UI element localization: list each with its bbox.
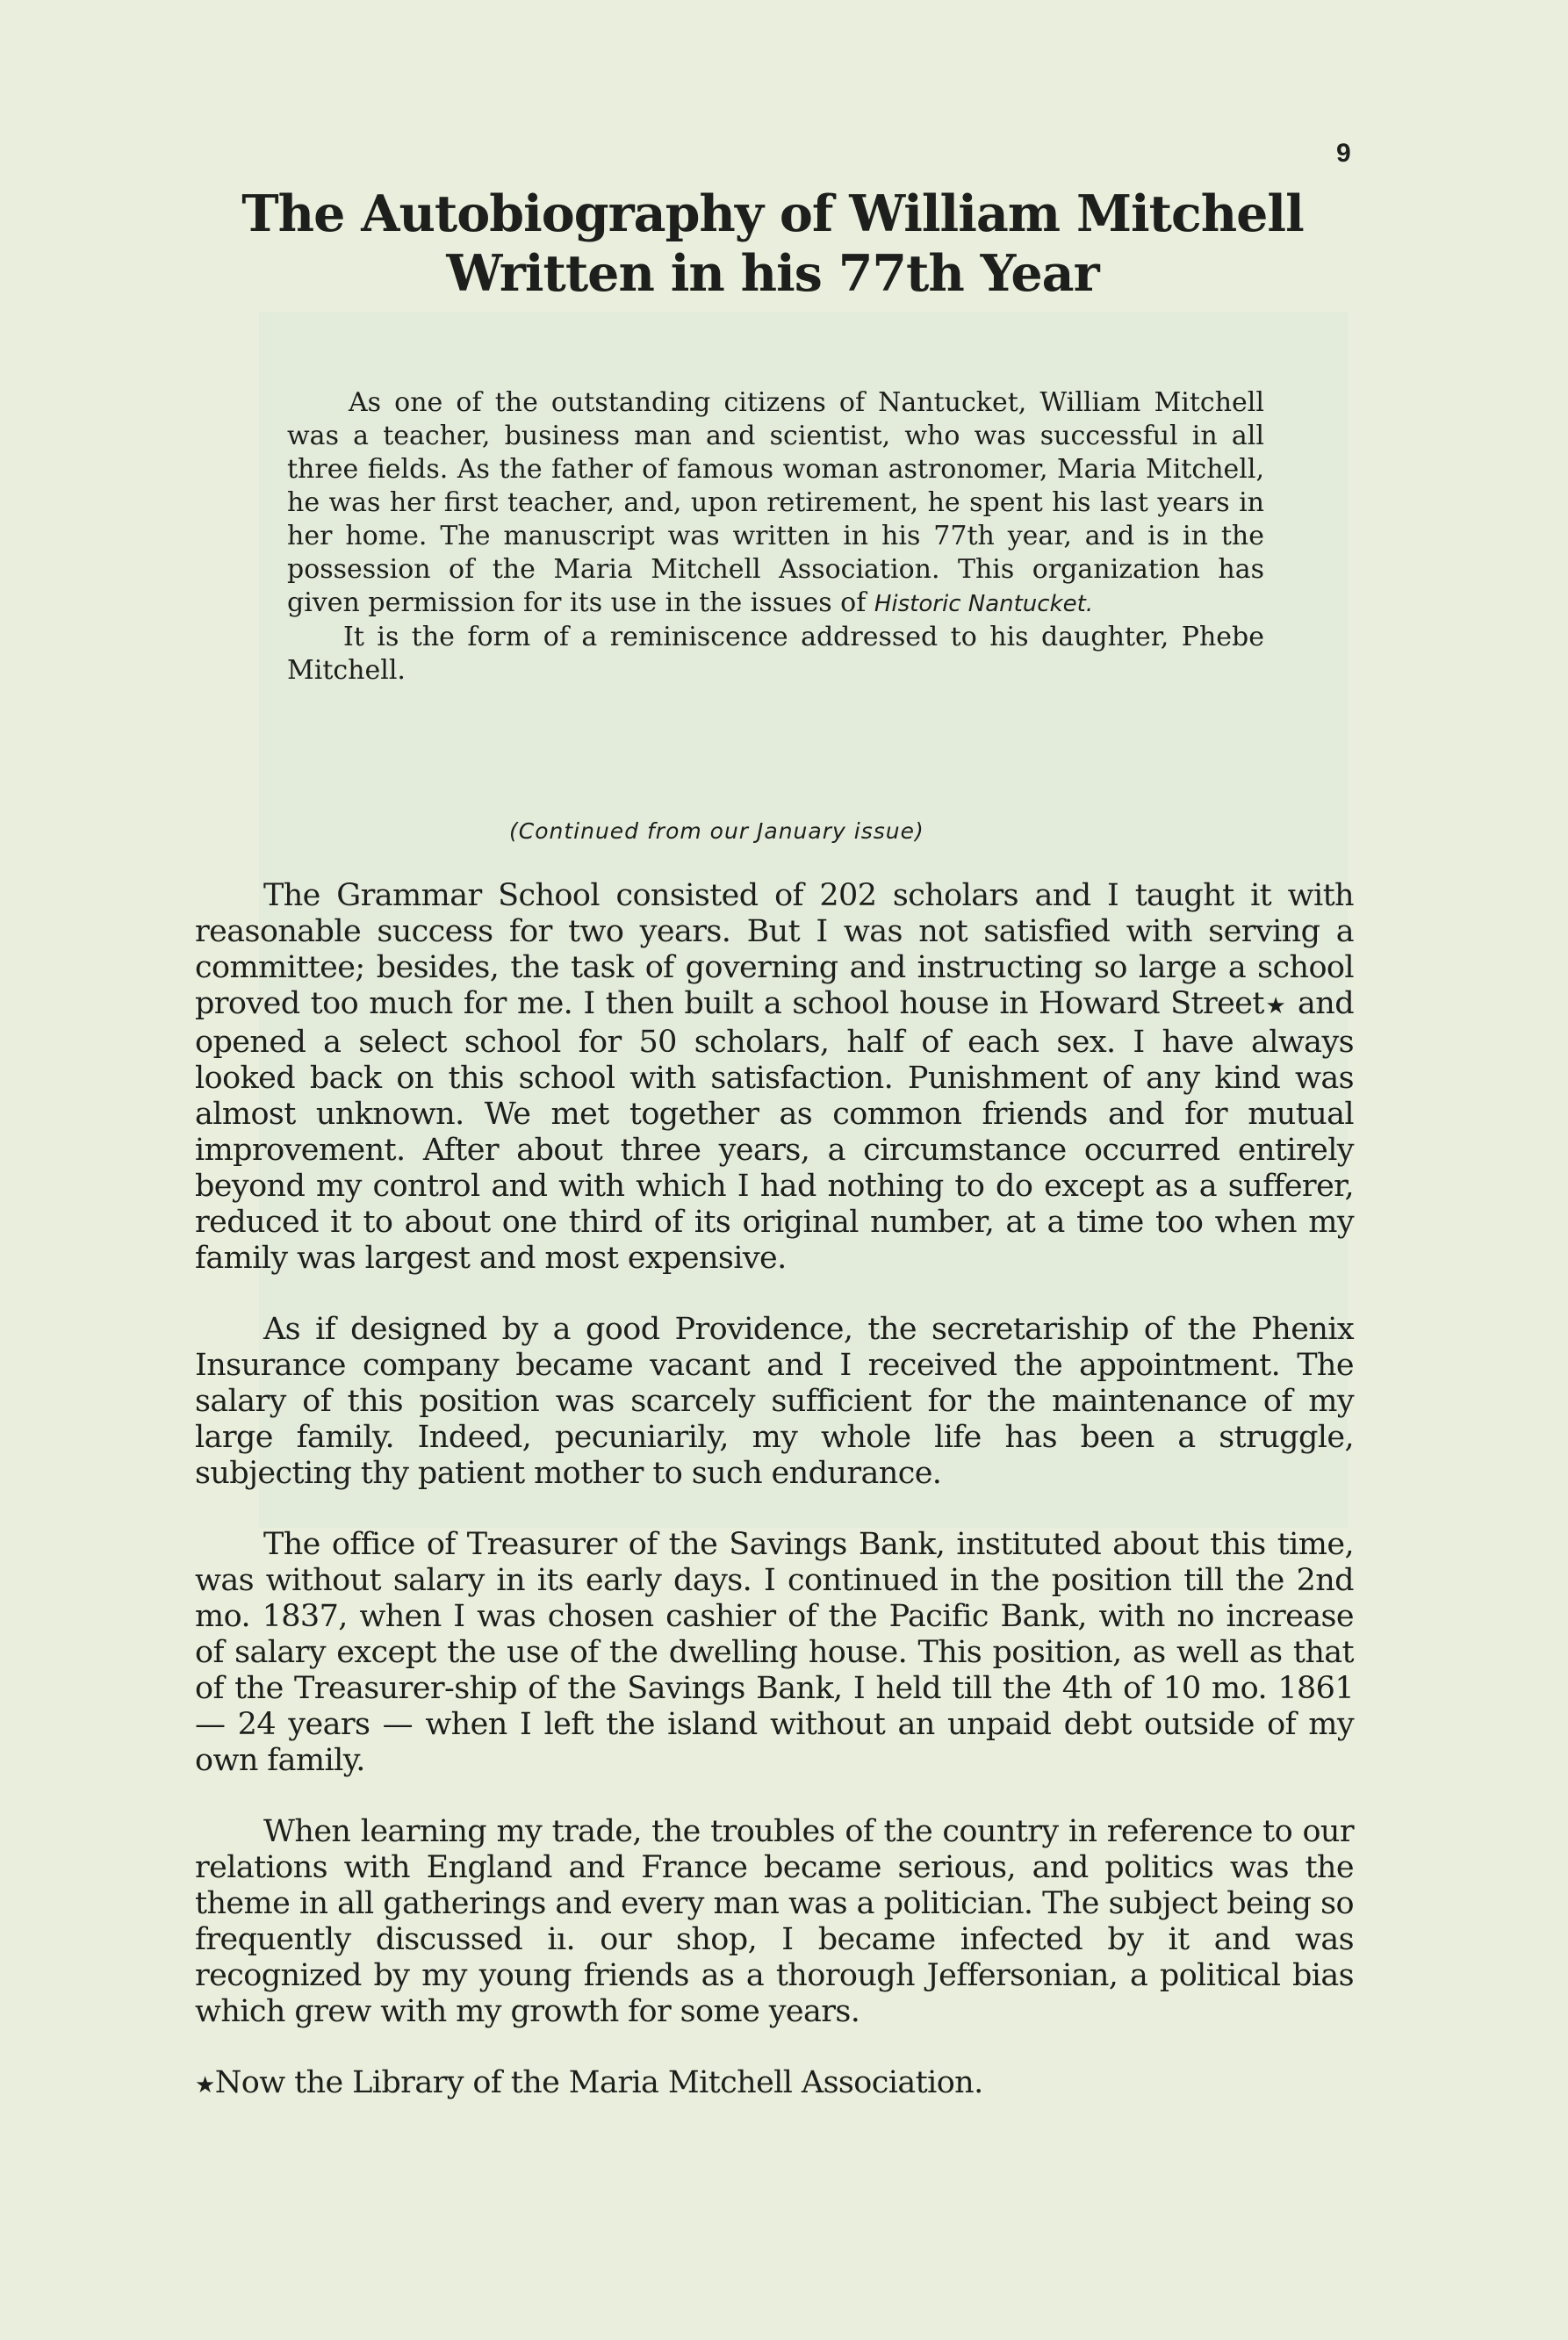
body-paragraph-1-start: The Grammar School consisted of 202 scholars and I taught it with reasonable success for two years. But I was not satisfied with serving a committee; besides, the task of governing and instructing so large a school proved too much for me. I then built a school house in Howard Street <box>195 878 1354 1021</box>
introduction <box>287 386 1264 688</box>
title-line-1: The Autobiography of William Mitchell <box>241 184 1304 243</box>
footnote-star-icon: ★ <box>195 2072 215 2099</box>
page-number: 9 <box>1336 139 1351 168</box>
body-paragraph-2: As if designed by a good Providence, the secretariship of the Phenix Insurance company became vacant and I received the appointment. The salary of this position was scarcely sufficient for the maintenance of my large family. Indeed, pecuniarily, my whole life has been a struggle, subjecting thy patient mother to such endurance. <box>195 1312 1354 1491</box>
body-paragraph-1 <box>195 878 1354 1277</box>
article-title <box>202 184 1343 304</box>
footnote <box>195 2065 1354 2104</box>
body-paragraph-1-end: and opened a select school for 50 scholars, half of each sex. I have always looked back on this school with satisfaction. Punishment of any kind was almost unknown. We met together as common friends and for mutual improvement. After about three years, a circumstance occurred entirely beyond my control and with which I had nothing to do except as a sufferer, reduced it to about one third of its original number, at a time too when my family was largest and most expensive. <box>195 986 1354 1276</box>
intro-text-1: As one of the outstanding citizens of Nantucket, William Mitchell was a teacher, business man and scientist, who was successful in all three fields. As the father of famous woman astronomer, Maria Mitchell, he was her first teacher, and, upon retirement, he spent his last years in her home. The manuscript was written in his 77th year, and is in the possession of the Maria Mitchell Association. This organization has given permission for its use in the issues of <box>287 387 1264 618</box>
body-paragraph-3: The office of Treasurer of the Savings Bank, instituted about this time, was without salary in its early days. I continued in the position till the 2nd mo. 1837, when I was chosen cashier of the Pacific Bank, with no increase of salary except the use of the dwelling house. This position, as well as that of the Treasurer-ship of the Savings Bank, I held till the 4th of 10 mo. 1861 — 24 years — when I left the island without an unpaid debt outside of my own family. <box>195 1527 1354 1778</box>
publication-name: Historic Nantucket. <box>874 591 1094 617</box>
title-line-2: Written in his 77th Year <box>446 244 1099 303</box>
article-body <box>195 878 1354 2139</box>
body-paragraph-4: When learning my trade, the troubles of the country in reference to our relations with England and France became serious, and politics was the theme in all gatherings and every man was a politician. The subject being so frequently discussed iı. our shop, I became infected by it and was recognized by my young friends as a thorough Jeffersonian, a political bias which grew with my growth for some years. <box>195 1814 1354 2029</box>
continued-note: (Continued from our January issue) <box>509 818 924 844</box>
intro-paragraph-2: It is the form of a reminiscence addressed to his daughter, Phebe Mitchell. <box>287 622 1264 686</box>
star-icon: ★ <box>1263 993 1287 1019</box>
footnote-text: Now the Library of the Maria Mitchell Association. <box>214 2065 983 2100</box>
intro-paragraph-1 <box>287 386 1264 621</box>
